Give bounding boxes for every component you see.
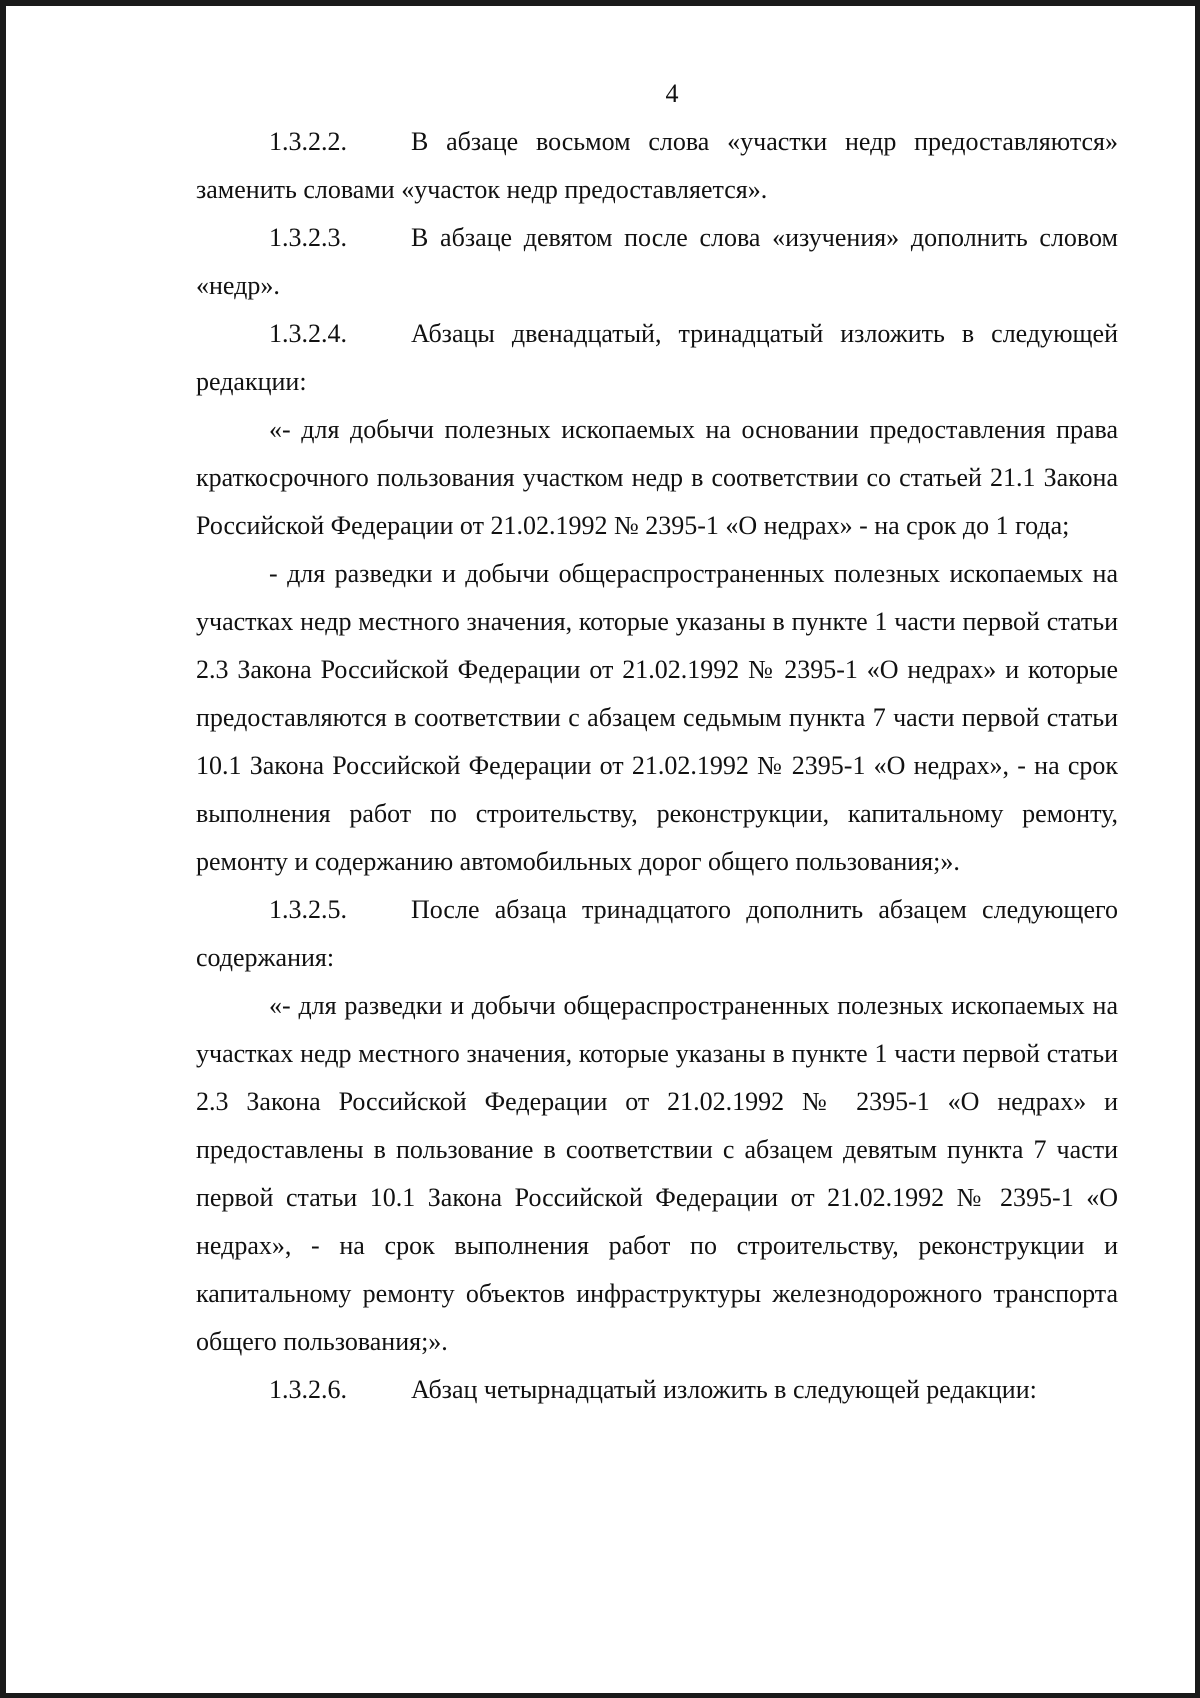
item-text: В абзаце восьмом слова «участки недр предоставляются» заменить словами «участок недр предоставляется». <box>196 127 1118 204</box>
item-1-3-2-2 <box>196 118 1118 214</box>
item-text: Абзацы двенадцатый, тринадцатый изложить в следующей редакции: <box>196 319 1118 396</box>
quoted-paragraph-2: - для разведки и добычи общераспространенных полезных ископаемых на участках недр местного значения, которые указаны в пункте 1 части первой статьи 2.3 Закона Российской Федерации от 21.02.1992 № 2395-1 «О недрах» и которые предоставляются в соответствии с абзацем седьмым пункта 7 части первой статьи 10.1 Закона Российской Федерации от 21.02.1992 № 2395-1 «О недрах», - на срок выполнения работ по строительству, реконструкции, капитальному ремонту, ремонту и содержанию автомобильных дорог общего пользования;». <box>196 559 1118 876</box>
item-number: 1.3.2.5. <box>269 895 347 924</box>
item-1-3-2-4 <box>196 310 1118 406</box>
item-text: В абзаце девятом после слова «изучения» дополнить словом «недр». <box>196 223 1118 300</box>
item-text: После абзаца тринадцатого дополнить абзацем следующего содержания: <box>196 895 1118 972</box>
item-text: Абзац четырнадцатый изложить в следующей редакции: <box>411 1375 1037 1404</box>
item-1-3-2-3 <box>196 214 1118 310</box>
document-page <box>196 70 1118 1414</box>
item-number: 1.3.2.3. <box>269 223 347 252</box>
item-1-3-2-6 <box>196 1366 1118 1414</box>
quoted-paragraph-3: «- для разведки и добычи общераспространенных полезных ископаемых на участках недр местного значения, которые указаны в пункте 1 части первой статьи 2.3 Закона Российской Федерации от 21.02.1992 № 2395-1 «О недрах» и предоставлены в пользование в соответствии с абзацем девятым пункта 7 части первой статьи 10.1 Закона Российской Федерации от 21.02.1992 № 2395-1 «О недрах», - на срок выполнения работ по строительству, реконструкции и капитальному ремонту объектов инфраструктуры железнодорожного транспорта общего пользования;». <box>196 991 1118 1356</box>
item-1-3-2-5 <box>196 886 1118 982</box>
item-number: 1.3.2.4. <box>269 319 347 348</box>
item-number: 1.3.2.2. <box>269 127 347 156</box>
page-number: 4 <box>665 79 679 108</box>
quoted-paragraph-1: «- для добычи полезных ископаемых на основании предоставления права краткосрочного пользования участком недр в соответствии со статьей 21.1 Закона Российской Федерации от 21.02.1992 № 2395-1 «О недрах» - на срок до 1 года; <box>196 415 1118 540</box>
item-number: 1.3.2.6. <box>269 1375 347 1404</box>
